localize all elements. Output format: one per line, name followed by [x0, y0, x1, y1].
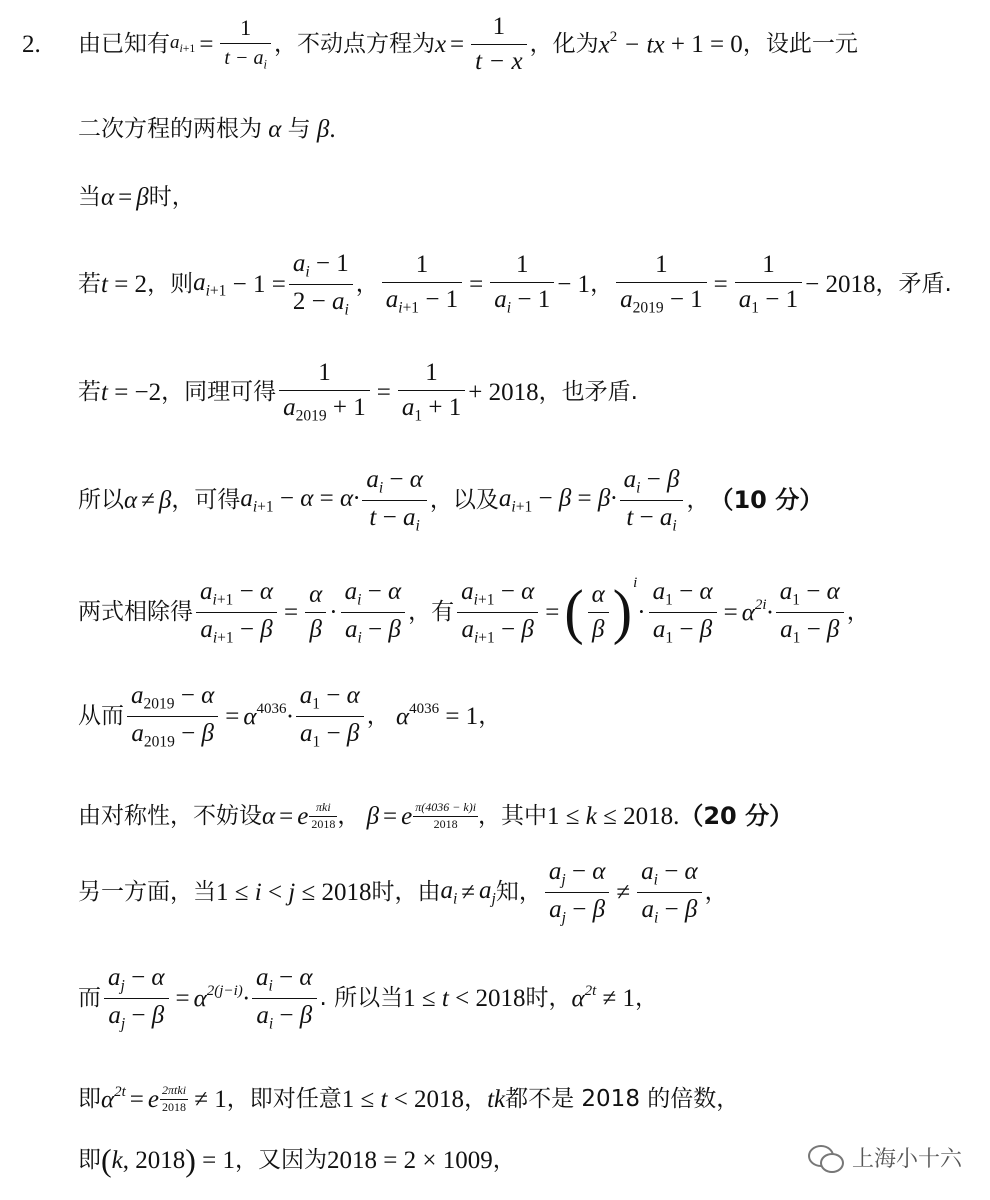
line-10: 另一方面，当 1 ≤ i < j ≤ 2018 时，由 $a_i$ ≠ $a_j$ 知， $\frac{a_j - \alpha}{a_j - \beta}$ ≠ $\frac{a_i - \alpha}{a_i - \beta}$ ，	[78, 857, 728, 926]
watermark	[808, 1142, 962, 1173]
score-label: （20 分）	[679, 802, 794, 830]
line-3: 当 α = β 时，	[78, 183, 195, 211]
line-9: 由对称性，不妨设 α = e πki 2018 ， β = e π(4036 − k)i 2018 ，其中 1 ≤ k ≤ 2018 . （20 分）	[78, 799, 794, 831]
line-1: 2. 由已知有 $a_{i+1}$ = $\frac{1}{t - a_i}$ ，不动点方程为 x = $\frac{1}{t - x}$ ，化为 $x^2$ − tx + 1 = 0 ，设此一元	[22, 12, 858, 75]
line-6: 所以 α ≠ β ，可得 $a_{i+1} - \alpha = \alpha\cdot$ $\frac{a_i - \alpha}{t - a_i}$ ，以及 $a_{i+1} - \beta = \beta\cdot$ $\frac{a_i - \beta}{t - a_i}$ ， （10 分）	[78, 465, 824, 534]
text: 由已知有	[78, 30, 170, 57]
formula: $a_{i+1}$	[170, 32, 196, 56]
line-11: 而 $\frac{a_j - \alpha}{a_j - \beta}$ = $\alpha^{2(j-i)}\cdot$ $\frac{a_i - \alpha}{a_i - \beta}$ . 所以当 1 ≤ t < 2018 时， $\alpha^{2t}$ ≠ 1 ，	[78, 963, 658, 1032]
line-5: 若 t = −2 ，同理可得 $\frac{1}{a_{2019} + 1}$ = $\frac{1}{a_1 + 1}$ + 2018 ，也矛盾.	[78, 359, 638, 425]
line-12: 即 $\alpha^{2t}$ = e 2πtki 2018 ≠ 1 ，即对任意 1 ≤ t < 2018 ， tk 都不是 2018 的倍数，	[78, 1082, 740, 1114]
line-4: 若 t = 2 ，则 $a_{i+1}$ − 1 = $\frac{a_i - 1}{2 - a_i}$ ， $\frac{1}{a_{i+1} - 1}$ = $\frac{1}{a_i - 1}$ − 1 ， $\frac{1}{a_{2019} - 1}$ = $\frac{1}{a_1 - 1}$ − 2018 ，矛盾.	[78, 249, 952, 318]
wechat-icon	[808, 1143, 844, 1173]
problem-number: 2.	[22, 30, 41, 58]
line-7: 两式相除得 $\frac{a_{i+1} - \alpha}{a_{i+1} - \beta}$ = $\frac{\alpha}{\beta}$ · $\frac{a_i - \alpha}{a_i - \beta}$ ，有 $\frac{a_{i+1} - \alpha}{a_{i+1} - \beta}$ = ( $\frac{\alpha}{\beta}$ ) i · $\frac{a_1 - \alpha}{a_1 - \beta}$ = $\alpha^{2i}\cdot$ $\frac{a_1 - \alpha}{a_1 - \beta}$ ，	[78, 575, 870, 646]
fraction: $\frac{1}{t - x}$	[471, 13, 526, 76]
line-8: 从而 $\frac{a_{2019} - \alpha}{a_{2019} - \beta}$ = $\alpha^{4036}\cdot$ $\frac{a_1 - \alpha}{a_1 - \beta}$ ， $\alpha^{4036}$ = 1 ，	[78, 681, 502, 750]
fraction: $\frac{1}{t - a_i}$	[220, 16, 271, 73]
watermark-text: 上海小十六	[851, 1147, 962, 1172]
line-2: 二次方程的两根为 α 与 β .	[78, 115, 336, 143]
score-label: （10 分）	[709, 486, 824, 514]
line-13: 即 ( k , 2018 ) = 1 ，又因为 2018 = 2 × 1009 ，	[78, 1142, 516, 1178]
